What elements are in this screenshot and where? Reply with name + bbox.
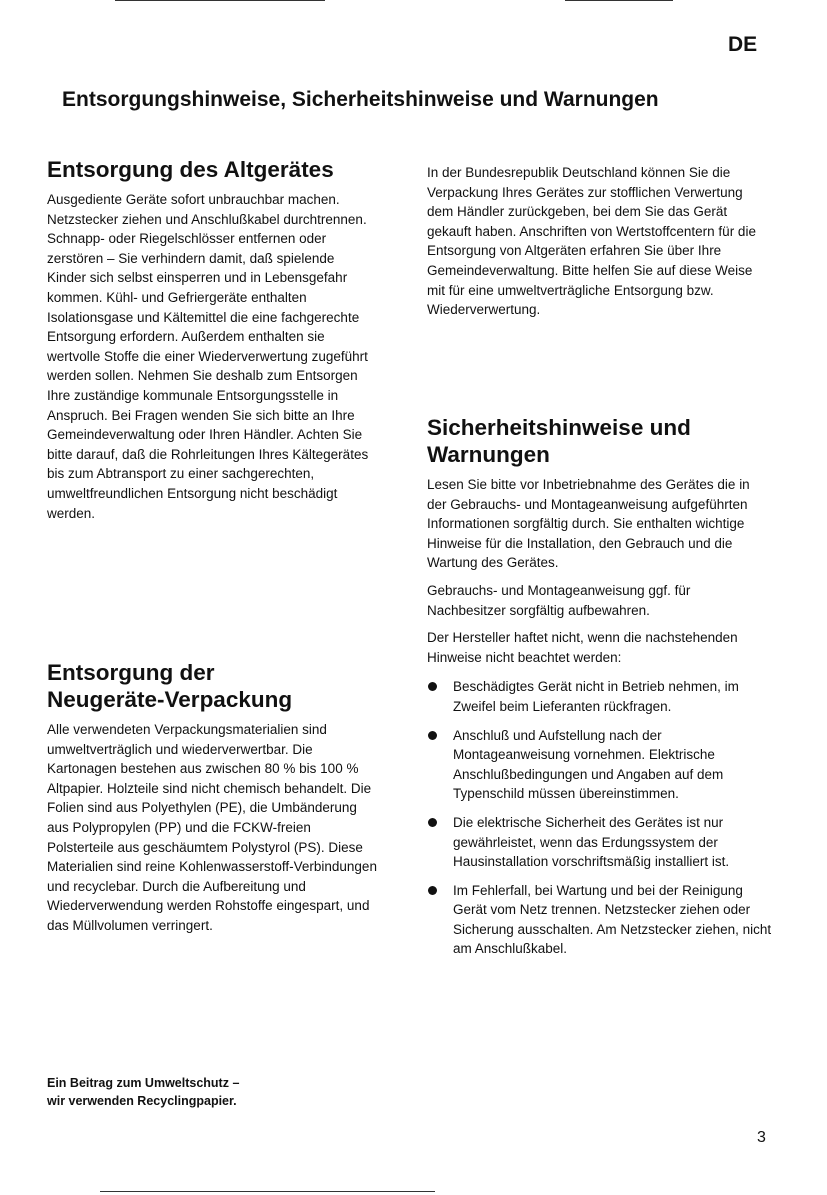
top-rule-left: [115, 0, 325, 1]
page-number: 3: [757, 1129, 766, 1146]
safety-paragraph: Der Hersteller haftet nicht, wenn die nachstehenden Hinweise nicht beachtet werden:: [427, 630, 738, 665]
page-title: Entsorgungshinweise, Sicherheitshinweise und Warnungen: [62, 88, 659, 111]
section-heading-disposal-old: Entsorgung des Altgerätes: [47, 157, 334, 182]
bullet-icon: [428, 818, 437, 827]
section-text-disposal-old: Ausgediente Geräte sofort unbrauchbar machen. Netzstecker ziehen und Anschlußkabel durchtrennen. Schnapp- oder Riegelschlösser entfernen oder zerstören – Sie verhindern damit, daß spielende Kinder sich selbst einsperren und in Lebensgefahr kommen. Kühl- und Gefriergeräte enthalten Isolationsgase und Kältemittel die eine fachgerechte Entsorgung erfordern. Außerdem enthalten sie wertvolle Stoffe die einer Wiederverwertung zugeführt werden sollen. Nehmen Sie deshalb zum Entsorgen Ihre zuständige kommunale Entsorgungsstelle in Anspruch. Bei Fragen wenden Sie sich bitte an Ihre Gemeindeverwaltung oder Ihren Händler. Achten Sie bitte darauf, daß die Rohrleitungen Ihres Kältegerätes bis zum Abtransport zu einer sachgerechten, umweltfreundlichen Entsorgung nicht beschädigt werden.: [47, 192, 369, 521]
safety-list: [427, 677, 772, 959]
list-item-text: Anschluß und Aufstellung nach der Montageanweisung vornehmen. Elektrische Anschlußbedingungen und Angaben auf dem Typenschild müssen übereinstimmen.: [453, 727, 724, 802]
recycling-note: [47, 1074, 239, 1110]
list-item: [427, 677, 772, 716]
intro-text: In der Bundesrepublik Deutschland können Sie die Verpackung Ihres Gerätes zur stofflichen Verwertung dem Händler zurückgeben, bei dem Sie das Gerät gekauft haben. Anschriften von Wertstoffcentern für die Entsorgung von Altgeräten erfahren Sie über Ihre Gemeindeverwaltung. Bitte helfen Sie auf diese Weise mit für eine umweltverträgliche Entsorgung bzw. Wiederverwertung.: [427, 165, 756, 318]
bullet-icon: [428, 886, 437, 895]
recycling-note-line: Ein Beitrag zum Umweltschutz –: [47, 1076, 240, 1090]
heading-line: Entsorgung der: [47, 660, 215, 685]
list-item-text: Die elektrische Sicherheit des Gerätes ist nur gewährleistet, wenn das Erdungssystem der Hausinstallation vorschriftsmäßig installiert ist.: [453, 814, 730, 870]
section-heading-safety: [427, 414, 772, 468]
heading-line: Warnungen: [427, 442, 550, 467]
top-rule-right: [565, 0, 673, 1]
right-column-intro: [427, 163, 772, 320]
bullet-icon: [428, 682, 437, 691]
recycling-note-line: wir verwenden Recyclingpapier.: [47, 1094, 237, 1108]
left-section-packaging: [47, 659, 377, 936]
heading-line: Neugeräte-Verpackung: [47, 687, 293, 712]
section-text-packaging: Alle verwendeten Verpackungsmaterialien sind umweltverträglich und wiederverwertbar. Die Kartonagen bestehen aus zwischen 80 % bis 100 % Altpapier. Holzteile sind nicht chemisch behandelt. Die Folien sind aus Polyethylen (PE), die Umbänderung aus Polypropylen (PP) und die FCKW-freien Polsterteile aus geschäumtem Polystyrol (PS). Diese Materialien sind reine Kohlenwasserstoff-Verbindungen und recyclebar. Durch die Aufbereitung und Wiederverwendung werden Rohstoffe eingespart, und das Müllvolumen verringert.: [47, 722, 377, 933]
heading-line: Sicherheitshinweise und: [427, 415, 691, 440]
list-item: [427, 726, 772, 804]
left-column: [47, 156, 377, 523]
list-item-text: Im Fehlerfall, bei Wartung und bei der Reinigung Gerät vom Netz trennen. Netzstecker ziehen oder Sicherung ausschalten. Am Netzstecker ziehen, nicht am Anschlußkabel.: [453, 882, 772, 957]
list-item-text: Beschädigtes Gerät nicht in Betrieb nehmen, im Zweifel beim Lieferanten rückfragen.: [453, 679, 739, 714]
language-code: DE: [728, 33, 758, 56]
list-item: [427, 813, 772, 872]
bottom-rule: [100, 1191, 435, 1192]
safety-paragraph: Gebrauchs- und Montageanweisung ggf. für Nachbesitzer sorgfältig aufbewahren.: [427, 582, 691, 618]
list-item: [427, 881, 772, 959]
right-section-safety: [427, 414, 772, 968]
bullet-icon: [428, 731, 437, 740]
section-heading-packaging: [47, 659, 377, 713]
safety-paragraph: Lesen Sie bitte vor Inbetriebnahme des Gerätes die in der Gebrauchs- und Montageanweisung aufgeführten Informationen sorgfältig durch. Sie enthalten wichtige Hinweise für die Installation, den Gebrauch und die Wartung des Gerätes.: [427, 477, 750, 571]
